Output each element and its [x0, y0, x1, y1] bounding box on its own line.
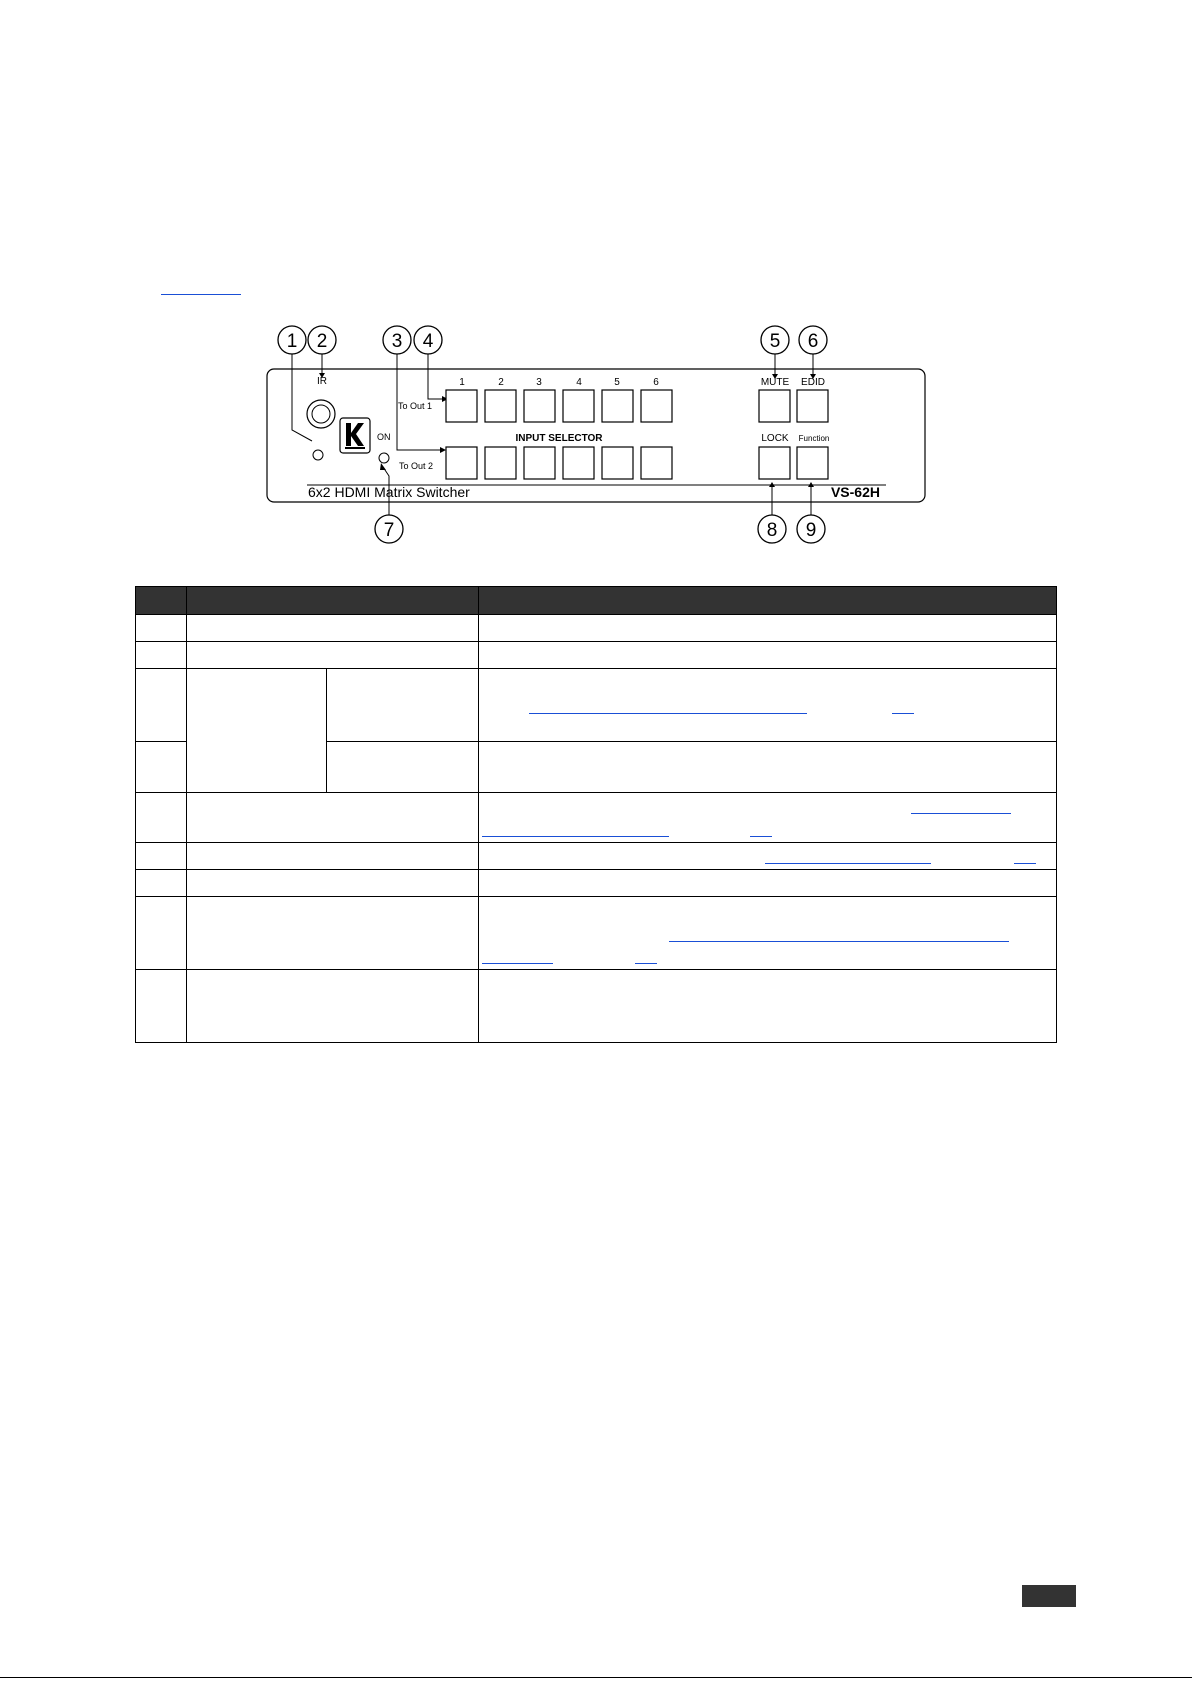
input-number-4: 4 — [576, 377, 582, 388]
front-panel-diagram — [0, 0, 1192, 560]
to-out-2-label: To Out 2 — [399, 461, 434, 471]
edid-button[interactable] — [797, 390, 828, 422]
table-row — [136, 642, 1057, 669]
product-name: 6x2 HDMI Matrix Switcher — [308, 484, 470, 500]
mute-label: MUTE — [760, 377, 790, 388]
table-row — [136, 970, 1057, 1043]
callout-4: 4 — [422, 331, 434, 352]
out1-input-1-button[interactable] — [446, 390, 477, 422]
out1-input-5-button[interactable] — [602, 390, 633, 422]
callout-2: 2 — [316, 331, 328, 352]
page-number-tab — [1022, 1585, 1076, 1607]
to-out-1-label: To Out 1 — [398, 401, 433, 411]
table-row — [136, 897, 1057, 970]
out1-input-2-button[interactable] — [485, 390, 516, 422]
out2-input-5-button[interactable] — [602, 447, 633, 479]
lock-button[interactable] — [759, 447, 790, 479]
row-link[interactable] — [482, 836, 669, 837]
input-number-2: 2 — [498, 377, 504, 388]
row-link[interactable] — [911, 813, 1011, 814]
merged-feature-cell — [187, 669, 327, 793]
input-number-6: 6 — [653, 377, 659, 388]
feature-table — [135, 586, 1057, 1043]
table-row — [136, 870, 1057, 897]
callout-9: 9 — [805, 520, 817, 541]
table-row — [136, 793, 1057, 843]
header-num — [136, 587, 187, 615]
table-row — [136, 669, 1057, 742]
mute-button[interactable] — [759, 390, 790, 422]
callout-6: 6 — [807, 331, 819, 352]
header-function — [479, 587, 1057, 615]
row-link[interactable] — [529, 713, 807, 714]
table-row — [136, 843, 1057, 870]
out1-input-3-button[interactable] — [524, 390, 555, 422]
row-page-link[interactable] — [635, 963, 657, 964]
input-number-3: 3 — [536, 377, 542, 388]
on-led — [379, 453, 389, 463]
function-label: Function — [798, 434, 830, 443]
out2-input-6-button[interactable] — [641, 447, 672, 479]
callout-8: 8 — [766, 520, 778, 541]
table-row — [136, 615, 1057, 642]
input-number-1: 1 — [459, 377, 465, 388]
callout-5: 5 — [769, 331, 781, 352]
out2-input-3-button[interactable] — [524, 447, 555, 479]
row-page-link[interactable] — [1014, 863, 1036, 864]
header-feature — [187, 587, 479, 615]
model-name: VS-62H — [830, 484, 880, 500]
on-label: ON — [377, 432, 391, 442]
table-header-row — [136, 587, 1057, 615]
edid-label: EDID — [801, 377, 825, 388]
input-number-5: 5 — [614, 377, 620, 388]
out2-input-1-button[interactable] — [446, 447, 477, 479]
function-button[interactable] — [797, 447, 828, 479]
ir-led — [313, 450, 323, 460]
out2-input-4-button[interactable] — [563, 447, 594, 479]
out1-input-4-button[interactable] — [563, 390, 594, 422]
ir-label: IR — [317, 376, 327, 387]
out2-input-2-button[interactable] — [485, 447, 516, 479]
row-link[interactable] — [669, 941, 1009, 942]
ir-sensor-inner — [312, 405, 330, 423]
lock-label: LOCK — [761, 433, 789, 444]
row-link[interactable] — [765, 863, 931, 864]
row-link[interactable] — [482, 963, 553, 964]
callout-3: 3 — [391, 331, 403, 352]
footer-rule — [0, 1677, 1192, 1678]
callout-1: 1 — [286, 331, 298, 352]
out1-input-6-button[interactable] — [641, 390, 672, 422]
row-page-link[interactable] — [892, 713, 914, 714]
callout-7: 7 — [383, 520, 395, 541]
input-selector-label: INPUT SELECTOR — [515, 433, 603, 444]
row-page-link[interactable] — [750, 836, 772, 837]
